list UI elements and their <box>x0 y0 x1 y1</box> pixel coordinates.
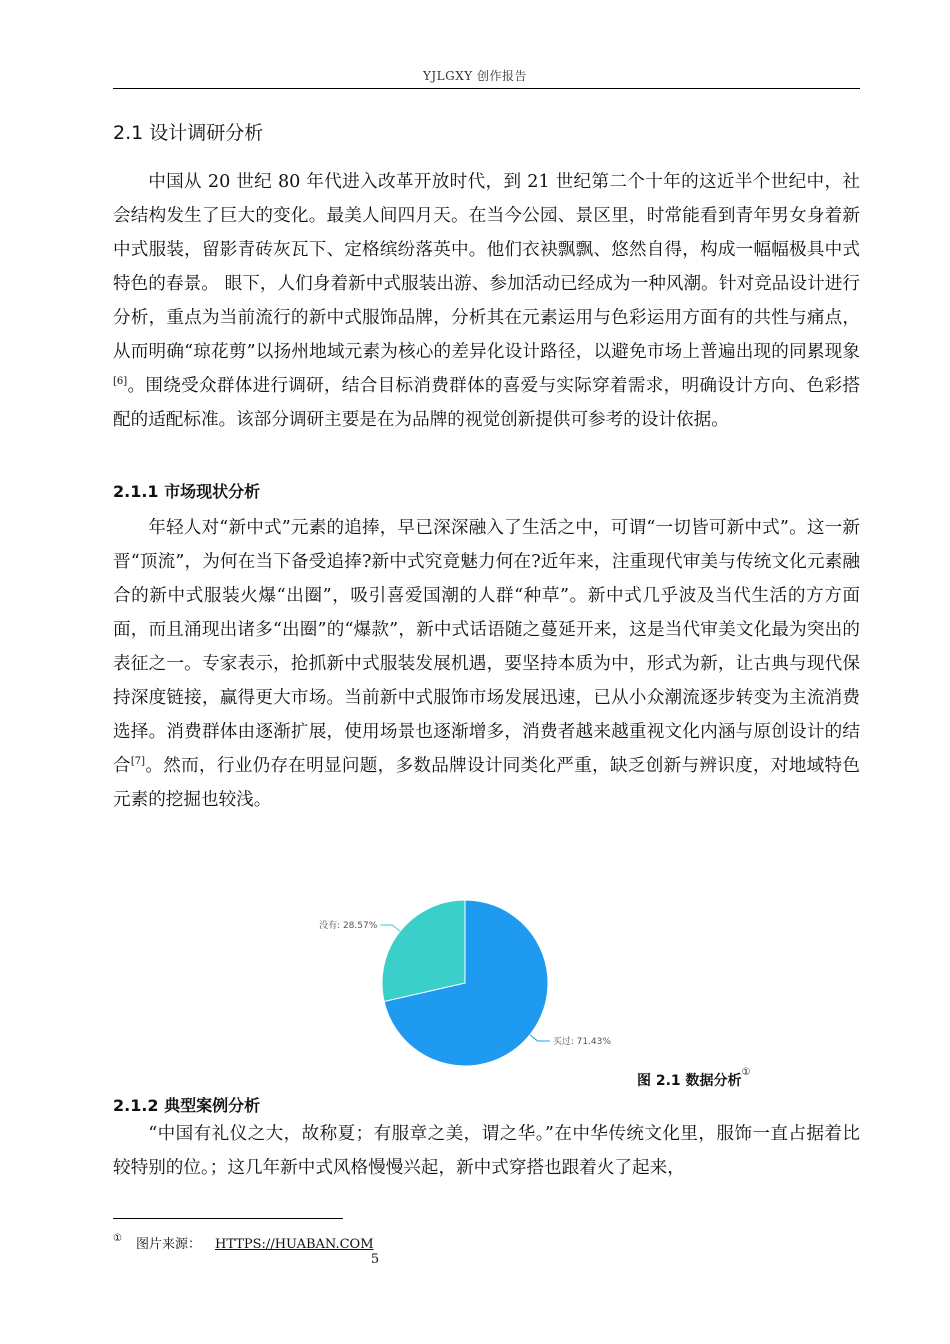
citation-6: [6] <box>113 376 128 387</box>
intro-paragraph <box>113 165 860 437</box>
subsection-heading-2: 2.1.2 典型案例分析 <box>113 1096 261 1115</box>
footnote-link[interactable]: HTTPS://HUABAN.COM <box>214 1237 374 1252</box>
header-rule <box>113 88 860 89</box>
subsection-heading-1: 2.1.1 市场现状分析 <box>113 482 261 501</box>
case-paragraph <box>113 1117 860 1185</box>
page-header: YJLGXY 创作报告 <box>422 69 528 83</box>
pie-label-1: 没有: 28.57% <box>319 921 378 932</box>
intro-text-1: 中国从 20 世纪 80 年代进入改革开放时代，到 21 世纪第二个十年的这近半个世纪中，社会结构发生了巨大的变化。最美人间四月天。在当今公园、景区里，时常能看到青年男女身着新中式服装，留影青砖灰瓦下、定格缤纷落英中。他们衣袂飘飘、悠然自得，构成一幅幅极具中式特色的春景。 眼下，人们身着新中式服装出游、参加活动已经成为一种风潮。针对竞品设计进行分析，重点为当前流行的新中式服饰品牌，分析其在元素运用与色彩运用方面有的共性与痛点，从而明确“琼花剪”以扬州地域元素为核心的差异化设计路径，以避免市场上普遍出现的同累现象 <box>113 172 860 362</box>
pie-chart <box>300 895 630 1080</box>
footnote-rule <box>113 1218 343 1219</box>
market-text-2: 。然而，行业仍存在明显问题，多数品牌设计同类化严重，缺乏创新与辨识度，对地域特色元素的挖掘也较浅。 <box>113 756 860 810</box>
footnote-mark: ① <box>113 1233 122 1244</box>
figure-note-mark: ① <box>741 1067 751 1078</box>
footnote <box>113 1233 374 1252</box>
figure-caption <box>637 1067 751 1090</box>
pie-slice-1 <box>382 900 465 1001</box>
pie-label-0: 买过: 71.43% <box>552 1036 611 1047</box>
section-heading: 2.1 设计调研分析 <box>113 122 264 144</box>
intro-text-2: 。围绕受众群体进行调研，结合目标消费群体的喜爱与实际穿着需求，明确设计方向、色彩搭配的适配标准。该部分调研主要是在为品牌的视觉创新提供可参考的设计依据。 <box>113 376 860 430</box>
case-text: “中国有礼仪之大，故称夏；有服章之美，谓之华。”在中华传统文化里，服饰一直占据着比较特别的位。；这几年新中式风格慢慢兴起，新中式穿搭也跟着火了起来， <box>113 1124 860 1178</box>
pie-leader-line-1 <box>380 925 400 931</box>
market-paragraph <box>113 511 860 817</box>
market-text-1: 年轻人对“新中式”元素的追捧，早已深深融入了生活之中，可谓“一切皆可新中式”。这一新晋“顶流”，为何在当下备受追捧?新中式究竟魅力何在?近年来，注重现代审美与传统文化元素融合的新中式服装火爆“出圈”，吸引喜爱国潮的人群“种草”。新中式几乎波及当代生活的方方面面，而且涌现出诸多“出圈”的“爆款”，新中式话语随之蔓延开来，这是当代审美文化最为突出的表征之一。专家表示，抢抓新中式服装发展机遇，要坚持本质为中，形式为新，让古典与现代保持深度链接，赢得更大市场。当前新中式服饰市场发展迅速，已从小众潮流逐步转变为主流消费选择。消费群体由逐渐扩展，使用场景也逐渐增多，消费者越来越重视文化内涵与原创设计的结合 <box>113 518 860 776</box>
citation-7: [7] <box>130 756 146 767</box>
page-number: 5 <box>370 1252 380 1267</box>
footnote-label: 图片来源： <box>135 1237 201 1252</box>
figure-caption-text: 图 2.1 数据分析 <box>637 1073 742 1089</box>
pie-leader-line-0 <box>530 1035 550 1041</box>
